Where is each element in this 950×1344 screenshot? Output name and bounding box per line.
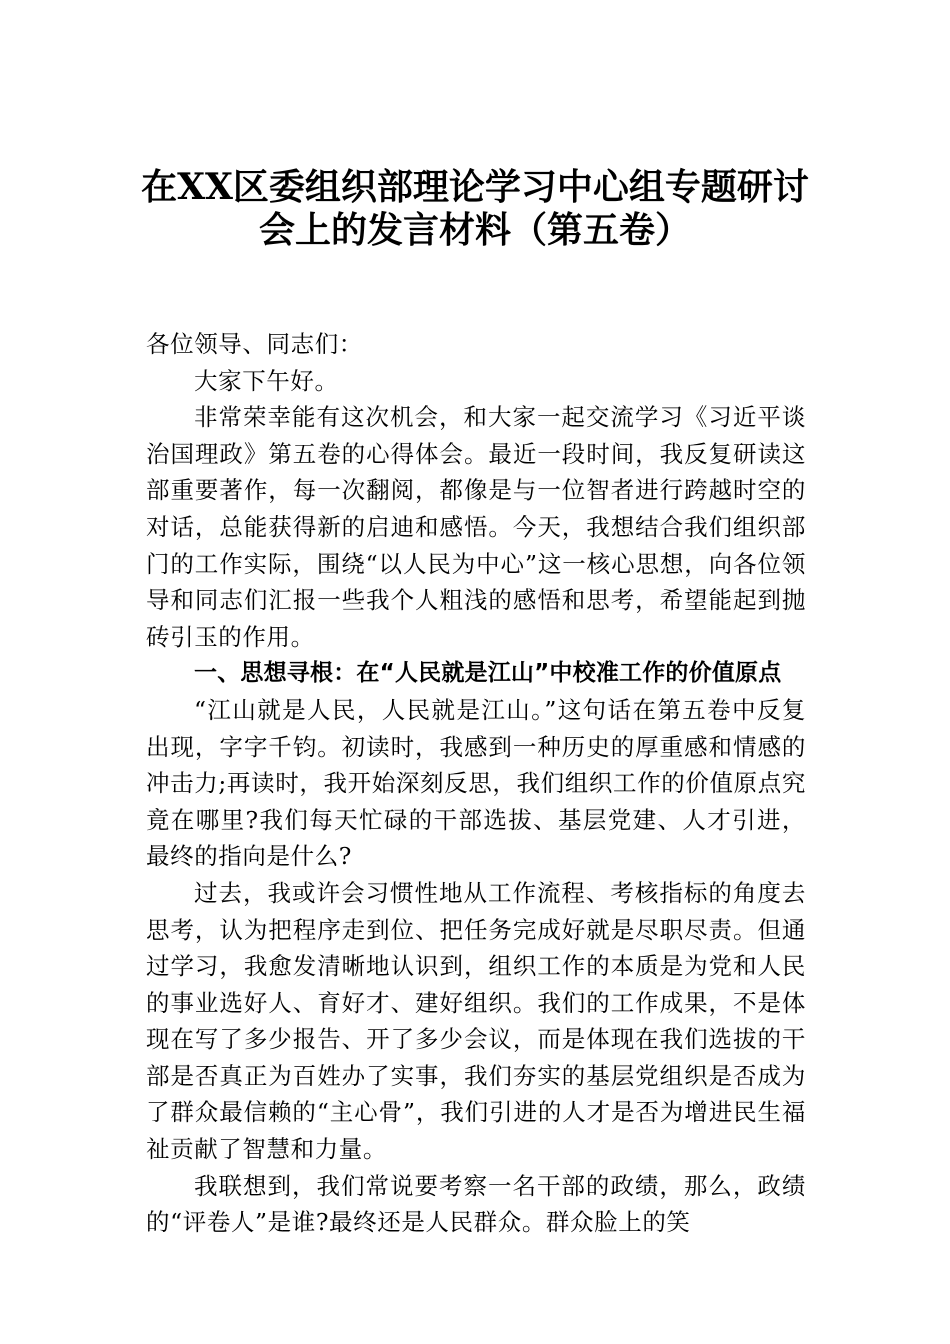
document-title-line-2: 会上的发言材料（第五卷） [258, 209, 691, 251]
greeting-paragraph: 大家下午好。 [194, 366, 339, 395]
salutation: 各位领导、同志们： [146, 330, 363, 358]
intro-paragraph: 非常荣幸能有这次机会，和大家一起交流学习《习近平谈治国理政》第五卷的心得体会。最近一段时间，我反复研读这部重要著作，每一次翻阅，都像是与一位智者进行跨越时空的对话，总能获得新的启迪和感悟。今天，我想结合我们组织部门的工作实际，围绕“以人民为中心”这一核心思想，向各位领导和同志们汇报一些我个人粗浅的感悟和思考，希望能起到抛砖引玉的作用。 [146, 403, 806, 651]
section-paragraph: 我联想到，我们常说要考察一名干部的政绩，那么，政绩的“评卷人”是谁?最终还是人民群众。群众脸上的笑 [146, 1171, 806, 1237]
section-paragraph: “江山就是人民，人民就是江山。”这句话在第五卷中反复出现，字字千钧。初读时，我感到一种历史的厚重感和情感的冲击力;再读时，我开始深刻反思，我们组织工作的价值原点究竟在哪里?我们每天忙碌的干部选拔、基层党建、人才引进，最终的指向是什么? [146, 695, 806, 871]
section-heading-1: 一、思想寻根：在“人民就是江山”中校准工作的价值原点 [194, 660, 782, 687]
document-title-line-1: 在XX区委组织部理论学习中心组专题研讨 [141, 166, 809, 208]
section-paragraph: 过去，我或许会习惯性地从工作流程、考核指标的角度去思考，认为把程序走到位、把任务完成好就是尽职尽责。但通过学习，我愈发清晰地认识到，组织工作的本质是为党和人民的事业选好人、育好才、建好组织。我们的工作成果，不是体现在写了多少报告、开了多少会议，而是体现在我们选拔的干部是否真正为百姓办了实事，我们夯实的基层党组织是否成为了群众最信赖的“主心骨”，我们引进的人才是否为增进民生福祉贡献了智慧和力量。 [146, 878, 806, 1164]
document-body [146, 326, 806, 1241]
